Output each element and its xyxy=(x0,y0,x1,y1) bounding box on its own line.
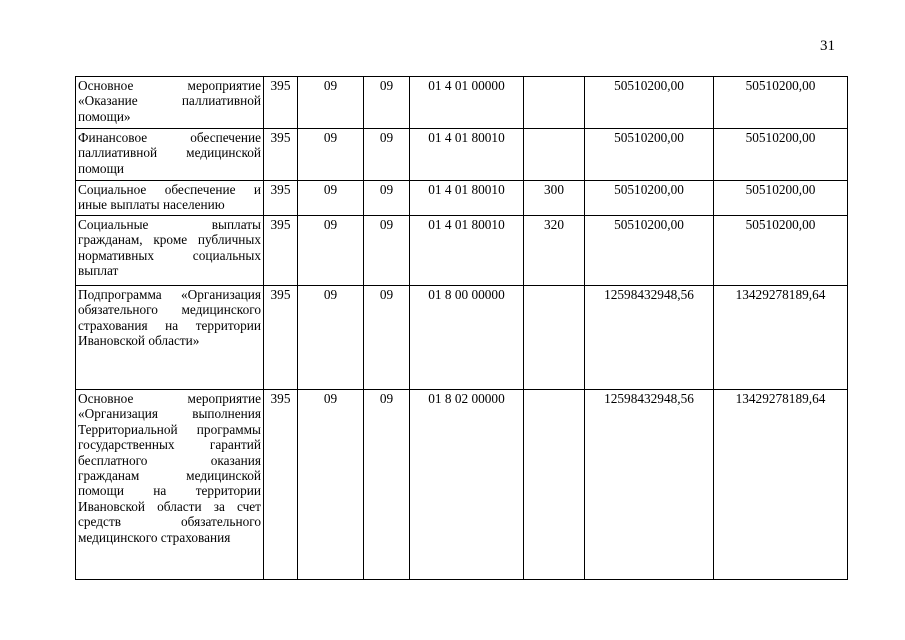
row-name-cell: Основное мероприятие «Оказание паллиативной помощи» xyxy=(76,77,264,129)
table-row xyxy=(76,129,848,181)
amount-year2-cell: 13429278189,64 xyxy=(714,390,848,580)
target-article-cell: 01 4 01 80010 xyxy=(410,181,524,216)
subsection-cell: 09 xyxy=(364,181,410,216)
amount-year2-cell: 50510200,00 xyxy=(714,216,848,286)
amount-year2-cell: 50510200,00 xyxy=(714,129,848,181)
table-row xyxy=(76,286,848,390)
subsection-cell: 09 xyxy=(364,216,410,286)
target-article-cell: 01 4 01 80010 xyxy=(410,216,524,286)
amount-year2-cell: 50510200,00 xyxy=(714,77,848,129)
ministry-code-cell: 395 xyxy=(264,129,298,181)
target-article-cell: 01 8 00 00000 xyxy=(410,286,524,390)
subsection-cell: 09 xyxy=(364,129,410,181)
subsection-cell: 09 xyxy=(364,77,410,129)
table-row xyxy=(76,390,848,580)
budget-table xyxy=(75,76,848,580)
ministry-code-cell: 395 xyxy=(264,77,298,129)
amount-year1-cell: 50510200,00 xyxy=(585,181,714,216)
amount-year1-cell: 12598432948,56 xyxy=(585,286,714,390)
expense-type-cell: 300 xyxy=(524,181,585,216)
amount-year2-cell: 50510200,00 xyxy=(714,181,848,216)
table-row xyxy=(76,216,848,286)
section-cell: 09 xyxy=(298,390,364,580)
section-cell: 09 xyxy=(298,286,364,390)
section-cell: 09 xyxy=(298,129,364,181)
section-cell: 09 xyxy=(298,181,364,216)
target-article-cell: 01 4 01 00000 xyxy=(410,77,524,129)
amount-year2-cell: 13429278189,64 xyxy=(714,286,848,390)
amount-year1-cell: 50510200,00 xyxy=(585,129,714,181)
subsection-cell: 09 xyxy=(364,286,410,390)
expense-type-cell xyxy=(524,129,585,181)
expense-type-cell xyxy=(524,390,585,580)
amount-year1-cell: 12598432948,56 xyxy=(585,390,714,580)
row-name-cell: Социальные выплаты гражданам, кроме публичных нормативных социальных выплат xyxy=(76,216,264,286)
expense-type-cell xyxy=(524,77,585,129)
ministry-code-cell: 395 xyxy=(264,181,298,216)
page-number: 31 xyxy=(820,38,835,54)
ministry-code-cell: 395 xyxy=(264,286,298,390)
row-name-cell: Социальное обеспечение и иные выплаты населению xyxy=(76,181,264,216)
row-name-cell: Финансовое обеспечение паллиативной медицинской помощи xyxy=(76,129,264,181)
target-article-cell: 01 8 02 00000 xyxy=(410,390,524,580)
section-cell: 09 xyxy=(298,216,364,286)
section-cell: 09 xyxy=(298,77,364,129)
table-row xyxy=(76,77,848,129)
ministry-code-cell: 395 xyxy=(264,216,298,286)
amount-year1-cell: 50510200,00 xyxy=(585,216,714,286)
row-name-cell: Подпрограмма «Организация обязательного медицинского страхования на территории Ивановской области» xyxy=(76,286,264,390)
subsection-cell: 09 xyxy=(364,390,410,580)
target-article-cell: 01 4 01 80010 xyxy=(410,129,524,181)
expense-type-cell: 320 xyxy=(524,216,585,286)
amount-year1-cell: 50510200,00 xyxy=(585,77,714,129)
row-name-cell: Основное мероприятие «Организация выполнения Территориальной программы государственных гарантий бесплатного оказания гражданам медицинской помощи на территории Ивановской области за счет средств обязательного медицинского страхования xyxy=(76,390,264,580)
ministry-code-cell: 395 xyxy=(264,390,298,580)
table-row xyxy=(76,181,848,216)
expense-type-cell xyxy=(524,286,585,390)
